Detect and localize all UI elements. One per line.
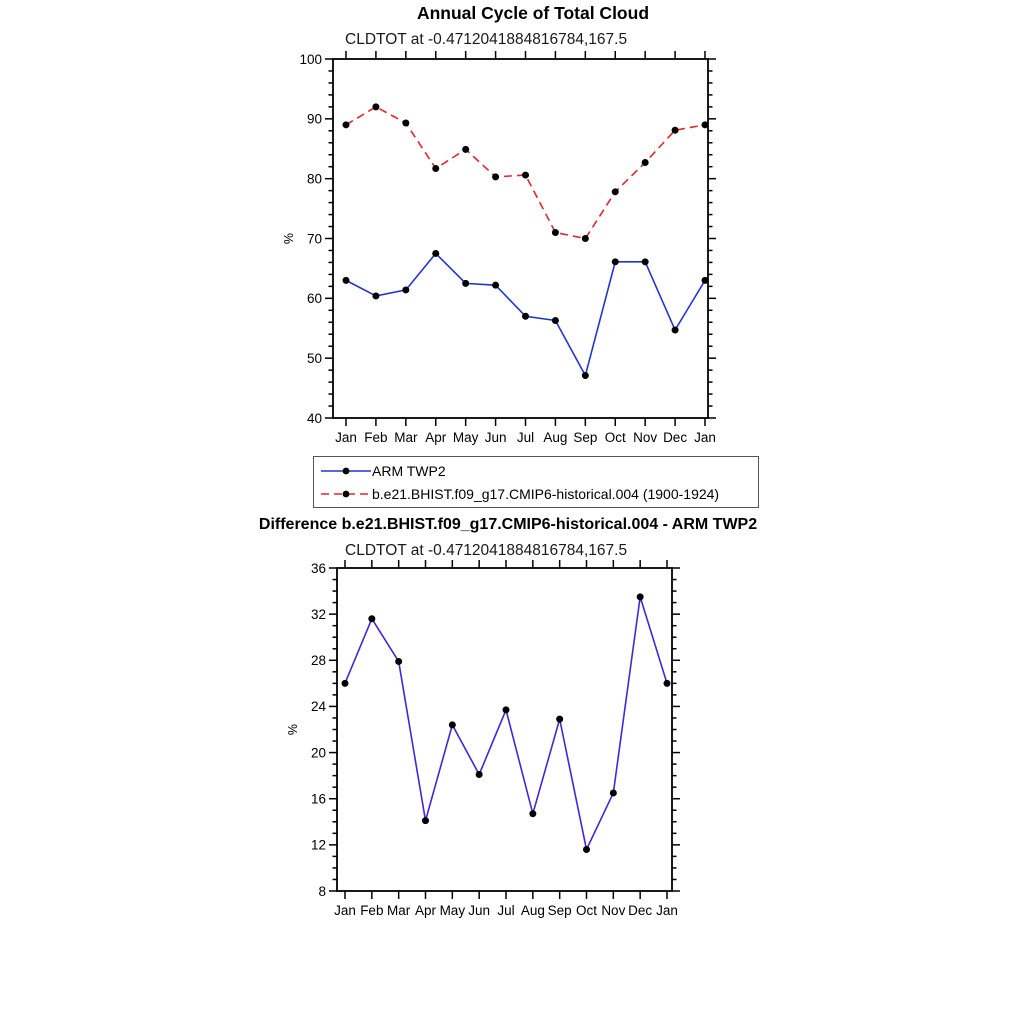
y-tick-label: 32 bbox=[310, 606, 326, 622]
data-point-marker bbox=[368, 615, 375, 622]
data-point-marker bbox=[432, 250, 439, 257]
plot-frame bbox=[333, 59, 708, 418]
y-tick-labels bbox=[299, 52, 322, 426]
x-tick-label: Jan bbox=[334, 903, 356, 918]
x-tick-label: Apr bbox=[425, 430, 447, 445]
series-difference-b-e21-bhist-f09-g17-cmip6-his bbox=[342, 593, 671, 853]
x-tick-label: Jan bbox=[694, 430, 716, 445]
data-point-marker bbox=[492, 173, 499, 180]
x-tick-label: Nov bbox=[633, 430, 658, 445]
series-arm-twp2 bbox=[343, 250, 709, 379]
data-point-marker bbox=[610, 789, 617, 796]
legend-entry-arm-twp2 bbox=[320, 459, 752, 482]
data-point-marker bbox=[642, 258, 649, 265]
y-axis-ticks bbox=[329, 568, 680, 891]
x-axis-ticks bbox=[345, 560, 667, 899]
y-tick-labels bbox=[311, 561, 327, 899]
x-tick-label: Mar bbox=[387, 903, 411, 918]
data-point-marker bbox=[522, 313, 529, 320]
data-point-marker bbox=[702, 277, 709, 284]
x-tick-label: Aug bbox=[520, 903, 545, 918]
x-tick-label: Feb bbox=[360, 903, 384, 918]
data-point-marker bbox=[462, 146, 469, 153]
data-point-marker bbox=[342, 680, 349, 687]
x-tick-label: Aug bbox=[543, 430, 568, 445]
data-point-marker bbox=[672, 327, 679, 334]
x-tick-label: Jan bbox=[335, 430, 357, 445]
y-axis-title: % bbox=[282, 232, 296, 245]
data-point-marker bbox=[402, 120, 409, 127]
y-tick-label: 90 bbox=[306, 111, 322, 127]
x-tick-label: Jun bbox=[484, 430, 507, 445]
x-tick-label: Mar bbox=[394, 430, 418, 445]
data-point-marker bbox=[702, 121, 709, 128]
y-tick-label: 60 bbox=[306, 291, 322, 307]
top-chart-plot bbox=[260, 50, 760, 452]
x-axis-ticks bbox=[346, 51, 705, 426]
legend-entry-model bbox=[320, 482, 752, 505]
data-point-marker bbox=[372, 292, 379, 299]
data-point-marker bbox=[462, 280, 469, 287]
data-point-marker bbox=[552, 229, 559, 236]
top-chart-subtitle: CLDTOT at -0.4712041884816784,167.5 bbox=[345, 31, 628, 48]
y-tick-label: 40 bbox=[306, 410, 322, 426]
solid-line-sample-icon bbox=[320, 462, 372, 480]
x-tick-label: Dec bbox=[663, 430, 688, 445]
data-point-marker bbox=[672, 127, 679, 134]
data-point-marker bbox=[503, 706, 510, 713]
y-tick-label: 12 bbox=[310, 837, 326, 853]
data-point-marker bbox=[395, 658, 402, 665]
data-point-marker bbox=[529, 810, 536, 817]
difference-chart-plot bbox=[260, 560, 760, 932]
y-tick-label: 70 bbox=[306, 231, 322, 247]
x-tick-label: Jul bbox=[516, 430, 535, 445]
data-point-marker bbox=[422, 817, 429, 824]
data-point-marker bbox=[343, 121, 350, 128]
series-b-e21-bhist-f09-g17-cmip6-historical-004 bbox=[343, 103, 709, 242]
x-tick-label: Sep bbox=[573, 430, 598, 445]
y-axis-title: % bbox=[286, 723, 300, 736]
data-point-marker bbox=[402, 286, 409, 293]
data-point-marker bbox=[637, 593, 644, 600]
y-tick-label: 36 bbox=[310, 560, 326, 576]
data-point-marker bbox=[612, 258, 619, 265]
difference-chart-title: Difference b.e21.BHIST.f09_g17.CMIP6-historical.004 - ARM TWP2 bbox=[258, 516, 758, 533]
y-tick-label: 100 bbox=[299, 51, 322, 67]
data-point-marker bbox=[642, 159, 649, 166]
x-tick-labels bbox=[334, 903, 678, 918]
x-tick-label: Apr bbox=[414, 903, 437, 918]
data-point-marker bbox=[582, 372, 589, 379]
data-point-marker bbox=[583, 846, 590, 853]
x-tick-label: Dec bbox=[628, 903, 653, 918]
legend-label-model: b.e21.BHIST.f09_g17.CMIP6-historical.004 (1900-1924) bbox=[372, 485, 720, 502]
y-tick-label: 20 bbox=[310, 745, 326, 761]
y-tick-label: 28 bbox=[310, 653, 326, 669]
data-point-marker bbox=[476, 771, 483, 778]
y-tick-label: 8 bbox=[318, 883, 326, 899]
data-point-marker bbox=[492, 282, 499, 289]
data-point-marker bbox=[582, 235, 589, 242]
legend-box bbox=[313, 456, 759, 508]
x-tick-label: May bbox=[439, 903, 466, 918]
x-tick-labels bbox=[335, 430, 716, 445]
data-point-marker bbox=[343, 277, 350, 284]
x-tick-label: Oct bbox=[604, 430, 626, 445]
x-tick-label: Jan bbox=[656, 903, 678, 918]
x-tick-label: Sep bbox=[547, 903, 572, 918]
y-tick-label: 24 bbox=[310, 699, 326, 715]
data-point-marker bbox=[552, 317, 559, 324]
x-tick-label: Oct bbox=[575, 903, 598, 918]
x-tick-label: Jun bbox=[468, 903, 491, 918]
y-tick-label: 50 bbox=[306, 350, 322, 366]
y-axis-ticks bbox=[325, 59, 716, 418]
x-tick-label: May bbox=[452, 430, 479, 445]
dashed-line-sample-icon bbox=[320, 485, 372, 503]
x-tick-label: Nov bbox=[601, 903, 626, 918]
data-point-marker bbox=[449, 721, 456, 728]
x-tick-label: Feb bbox=[364, 430, 388, 445]
legend-label-arm-twp2: ARM TWP2 bbox=[372, 462, 446, 479]
x-tick-label: Jul bbox=[497, 903, 515, 918]
series-line-difference-b-e21-bhist-f09-g17-cmip6-his bbox=[345, 597, 667, 850]
data-point-marker bbox=[432, 165, 439, 172]
difference-chart-subtitle: CLDTOT at -0.4712041884816784,167.5 bbox=[345, 542, 628, 559]
data-point-marker bbox=[664, 680, 671, 687]
y-tick-label: 16 bbox=[310, 791, 326, 807]
top-chart-title: Annual Cycle of Total Cloud bbox=[416, 3, 650, 23]
data-point-marker bbox=[612, 188, 619, 195]
data-point-marker bbox=[522, 172, 529, 179]
data-point-marker bbox=[372, 103, 379, 110]
y-tick-label: 80 bbox=[306, 171, 322, 187]
data-point-marker bbox=[556, 716, 563, 723]
